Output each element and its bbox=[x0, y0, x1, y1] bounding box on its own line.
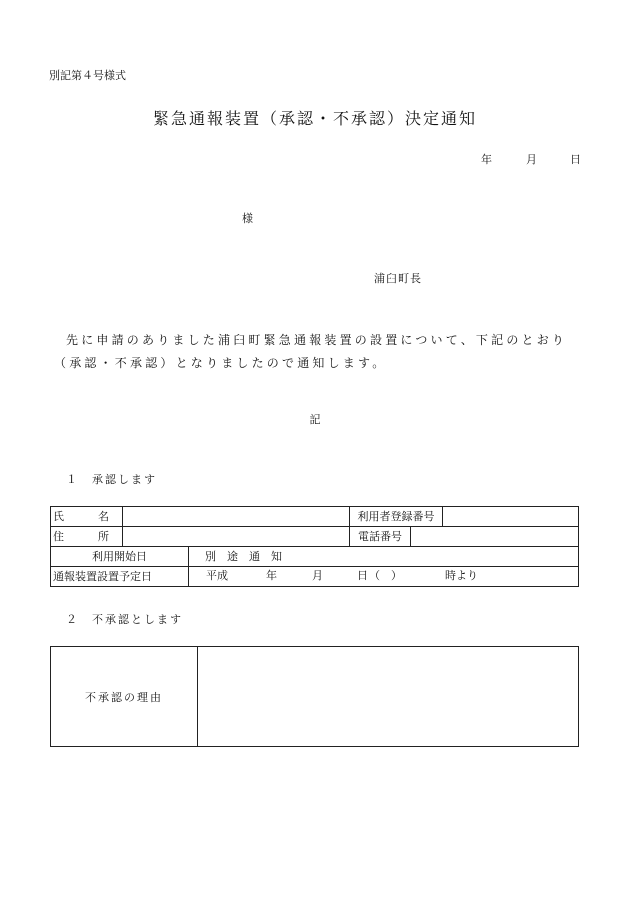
form-number: 別記第４号様式 bbox=[49, 69, 126, 82]
date-month: 月 bbox=[526, 153, 537, 166]
approval-table bbox=[50, 506, 579, 587]
install-weekday: （ ） bbox=[369, 569, 402, 582]
install-date-field[interactable] bbox=[189, 567, 579, 587]
address-label: 住 所 bbox=[51, 527, 123, 547]
table-row bbox=[51, 547, 579, 567]
addressee-suffix: 様 bbox=[242, 212, 253, 225]
table-row bbox=[51, 567, 579, 587]
start-date-value: 別 途 通 知 bbox=[189, 547, 579, 567]
notice-line-1: 先に申請のありました浦臼町緊急通報装置の設置について、下記のとおり bbox=[66, 333, 568, 347]
address-field[interactable] bbox=[123, 527, 350, 547]
install-day: 日 bbox=[357, 569, 368, 582]
sender: 浦臼町長 bbox=[374, 272, 422, 285]
section-1-heading: １ 承認します bbox=[66, 473, 157, 486]
table-row bbox=[51, 507, 579, 527]
user-registration-label: 利用者登録番号 bbox=[350, 507, 443, 527]
install-date-label: 通報装置設置予定日 bbox=[51, 567, 189, 587]
name-label: 氏 名 bbox=[51, 507, 123, 527]
phone-field[interactable] bbox=[411, 527, 579, 547]
notice-line-2: （承認・不承認）となりましたので通知します。 bbox=[54, 356, 388, 370]
document-title: 緊急通報装置（承認・不承認）決定通知 bbox=[152, 109, 477, 128]
install-time: 時より bbox=[445, 569, 478, 582]
rejection-reason-label: 不承認の理由 bbox=[51, 647, 198, 746]
date-year: 年 bbox=[481, 153, 492, 166]
rejection-reason-field[interactable] bbox=[198, 647, 578, 746]
phone-label: 電話番号 bbox=[350, 527, 411, 547]
start-date-label: 利用開始日 bbox=[51, 547, 189, 567]
user-registration-field[interactable] bbox=[443, 507, 579, 527]
date-day: 日 bbox=[570, 153, 581, 166]
ki-heading: 記 bbox=[309, 413, 321, 426]
install-month: 月 bbox=[312, 569, 323, 582]
section-2-heading: ２ 不承認とします bbox=[66, 613, 183, 626]
rejection-table bbox=[50, 646, 579, 747]
name-field[interactable] bbox=[123, 507, 350, 527]
notice-body bbox=[54, 329, 584, 375]
table-row bbox=[51, 527, 579, 547]
install-era: 平成 bbox=[206, 569, 228, 582]
install-year: 年 bbox=[266, 569, 277, 582]
